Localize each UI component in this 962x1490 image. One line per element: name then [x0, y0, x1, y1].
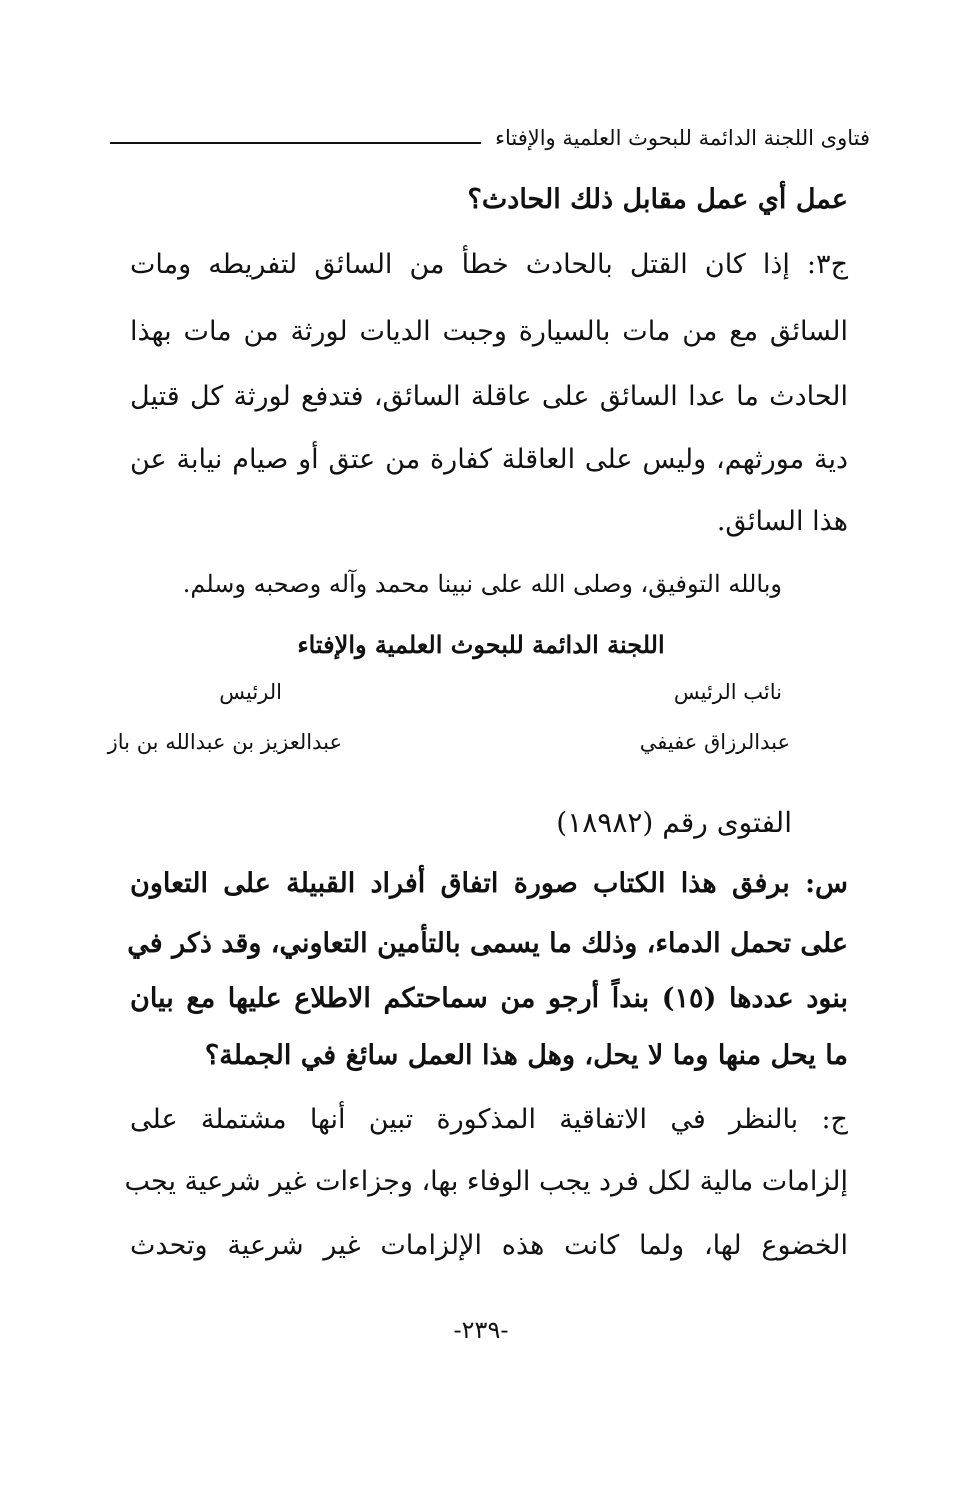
- fatwa-number: الفتوى رقم (١٨٩٨٢): [556, 806, 792, 839]
- chair-title: الرئيس: [219, 680, 282, 704]
- answer3-line-4: دية مورثهم، وليس على العاقلة كفارة من عتق أو صيام نيابة عن: [130, 444, 848, 475]
- answer3-line-2: السائق مع من مات بالسيارة وجبت الديات لورثة من مات بهذا: [130, 316, 848, 347]
- answer-line-2: إلزامات مالية لكل فرد يجب الوفاء بها، وجزاءات غير شرعية يجب: [124, 1166, 848, 1197]
- committee-name: اللجنة الدائمة للبحوث العلمية والإفتاء: [297, 630, 665, 659]
- deputy-title: نائب الرئيس: [673, 680, 782, 704]
- chair-name: عبدالعزيز بن عبدالله بن باز: [107, 730, 342, 754]
- answer-line-1: ج: بالنظر في الاتفاقية المذكورة تبين أنها مشتملة على: [130, 1104, 848, 1135]
- closing-line: وبالله التوفيق، وصلى الله على نبينا محمد وآله وصحبه وسلم.: [182, 570, 782, 598]
- question-line-3: بنود عددها (١٥) بنداً أرجو من سماحتكم الاطلاع عليها مع بيان: [130, 983, 848, 1014]
- question-end-line: عمل أي عمل مقابل ذلك الحادث؟: [467, 184, 848, 215]
- answer-line-3: الخضوع لها، ولما كانت هذه الإلزامات غير شرعية وتحدث: [130, 1230, 848, 1261]
- question-line-2: على تحمل الدماء، وذلك ما يسمى بالتأمين التعاوني، وقد ذكر في: [127, 928, 848, 959]
- header-rule: [110, 142, 481, 144]
- header-title: فتاوى اللجنة الدائمة للبحوث العلمية والإفتاء: [495, 126, 870, 150]
- deputy-name: عبدالرزاق عفيفي: [639, 730, 790, 754]
- running-header: [110, 118, 870, 158]
- answer3-line-5: هذا السائق.: [716, 506, 848, 537]
- question-line-4: ما يحل منها وما لا يحل، وهل هذا العمل سائغ في الجملة؟: [204, 1040, 848, 1071]
- page-number: -٢٣٩-: [453, 1316, 509, 1344]
- answer3-line-3: الحادث ما عدا السائق على عاقلة السائق، فتدفع لورثة كل قتيل: [130, 381, 848, 412]
- answer3-line-1: ج٣: إذا كان القتل بالحادث خطأ من السائق لتفريطه ومات: [130, 249, 848, 280]
- question-line-1: س: برفق هذا الكتاب صورة اتفاق أفراد القبيلة على التعاون: [130, 868, 848, 899]
